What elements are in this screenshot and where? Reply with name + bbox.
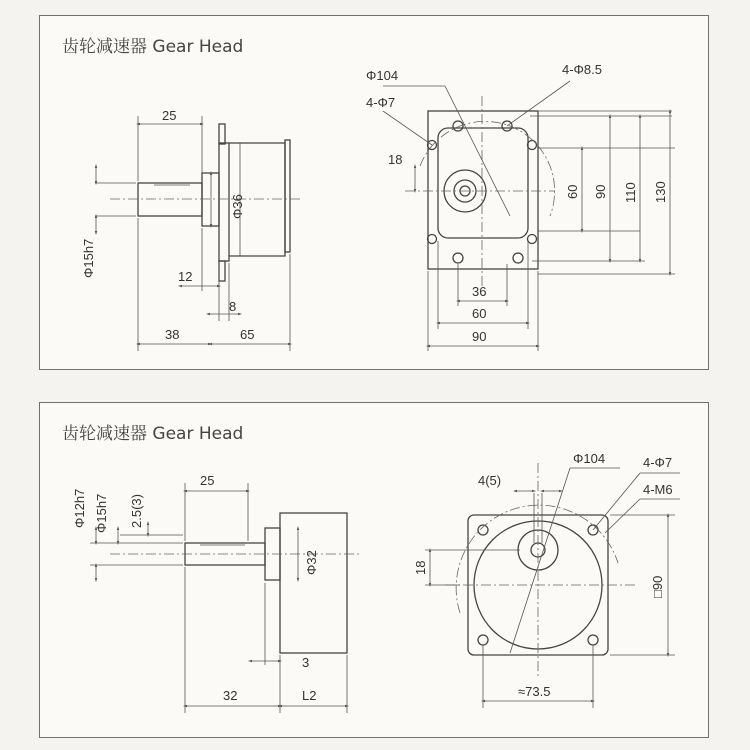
pitch-circle <box>420 121 555 216</box>
mount-hole-icon <box>513 253 523 263</box>
dim-w2: 60 <box>472 306 487 321</box>
dim-h4: 130 <box>653 181 668 203</box>
gear-head-panel-top <box>39 15 709 370</box>
front-view <box>366 62 675 351</box>
dim-w3: 90 <box>472 329 487 344</box>
mount-hole-icon <box>528 141 537 150</box>
dim-offset: 18 <box>388 152 403 167</box>
gear-body <box>280 513 347 653</box>
dim-h2: 90 <box>593 184 608 199</box>
dim-key-w: 4(5) <box>478 473 502 488</box>
dim-front-len: 38 <box>165 327 180 342</box>
mount-hole-icon <box>428 235 437 244</box>
dim-w1: 36 <box>472 284 487 299</box>
mount-hole-icon <box>528 235 537 244</box>
mount-hole-icon <box>453 121 463 131</box>
side-view <box>72 473 360 713</box>
dim-h1: 60 <box>565 184 580 199</box>
dim-shaft-dia-a: Φ12h7 <box>72 488 87 528</box>
dim-shaft-len: 25 <box>162 108 177 123</box>
dim-shaft-dia-b: Φ15h7 <box>94 493 109 533</box>
mount-hole-icon <box>478 635 488 645</box>
gear-head-drawing-bottom <box>40 403 710 739</box>
front-view <box>413 451 680 708</box>
dim-shaft-dia: Φ15h7 <box>81 238 96 278</box>
panel-title: 齿轮减速器 Gear Head <box>62 424 244 444</box>
front-face <box>438 128 528 238</box>
dim-holes: 4-Φ7 <box>643 455 673 470</box>
dim-body-len: L2 <box>302 688 317 703</box>
dim-body-len: 65 <box>240 327 255 342</box>
side-view <box>81 108 300 351</box>
dim-front-len: 32 <box>223 688 238 703</box>
dim-shaft-len: 25 <box>200 473 215 488</box>
dim-flange-thk: 3 <box>302 655 310 670</box>
dim-offset: 18 <box>413 560 428 575</box>
gear-head-drawing-top <box>40 16 710 371</box>
dim-threads: 4-M6 <box>643 482 673 497</box>
gear-head-panel-bottom <box>39 402 709 738</box>
dim-pcd: Φ104 <box>573 451 606 466</box>
output-shaft <box>138 183 202 216</box>
dim-flange-thk: 8 <box>229 299 237 314</box>
mounting-flange <box>219 143 229 261</box>
dim-flange-gap: 12 <box>178 269 193 284</box>
dim-pcd: Φ104 <box>366 68 399 83</box>
mount-hole-icon <box>453 253 463 263</box>
shaft-boss <box>202 173 219 226</box>
dim-boss-dia: Φ36 <box>230 194 245 219</box>
dim-h3: 110 <box>623 182 638 203</box>
panel-title: 齿轮减速器 Gear Head <box>62 37 244 57</box>
dim-holes: 4-Φ7 <box>366 95 396 110</box>
mount-hole-icon <box>588 635 598 645</box>
dim-square: □90 <box>650 575 665 598</box>
dim-holes-top: 4-Φ8.5 <box>562 62 603 77</box>
dim-key: 2.5(3) <box>129 494 144 528</box>
dim-diag: ≈73.5 <box>518 684 551 699</box>
dim-boss-dia: Φ32 <box>304 550 319 575</box>
